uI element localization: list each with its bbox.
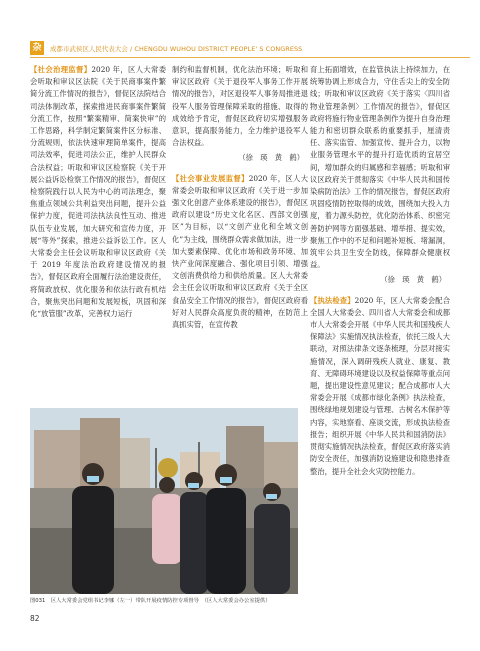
inspection-photo [30, 408, 298, 594]
header-rule [30, 57, 470, 58]
section-tag: 【执法检查】 [310, 295, 355, 305]
section-law-enforcement-inspection [310, 295, 450, 478]
byline: （徐 瑛 黄 鹤） [380, 275, 446, 285]
section-tag: 【社会治理监督】 [30, 65, 92, 74]
section-tag: 【社会事业发展监督】 [172, 173, 249, 183]
section-body: 2020 年，区人大常委会听取和审议区政府《关于进一步加强文化创意产业体系建设的报告》，督促区政府以建设“历史文化名区、西部文创强区”为目标，以“文创产业化和全域文创化”为主线，围绕群众需求做加法，进一步加大要素保障、优化市场和政务环境、加快产业间深度融合、强化项目引领、增强文创消费供给力和供给质量。区人大常委会主任会议听取和审议区政府《关于全区食品安全工作情况的报告》，督促区政府看好对人民群众高度负责的精神，在防范上真抓实管，在宣传教 [172, 173, 308, 330]
column-3 [310, 64, 450, 609]
section-social-governance [30, 64, 166, 320]
byline: （徐 瑛 黄 鹤） [238, 153, 304, 163]
photo-caption: 图031 区人大常委会党组书记李娜（左一）带队开展疫情防控专项督导 （区人大常委会办公室提供） [30, 598, 271, 604]
photo-illustration [30, 408, 298, 594]
header-title: 成都市武侯区人民代表大会 / CHENGDU WUHOU DISTRICT PEOPLE' S CONGRESS [50, 44, 303, 53]
running-header [30, 40, 470, 56]
paragraph-continued: 制约和监督机制，优化法治环境；听取和审议区政府《关于退役军人事务工作开展情况的报告》，对区退役军人事务局推进退役军人服务管理保障采取的措施、取得的成效给予肯定，督促区政府切实增强服务意识，提高服务能力，全力维护退役军人合法权益。 [172, 65, 308, 148]
column-1 [30, 64, 166, 395]
page-number: 82 [30, 614, 40, 623]
logo-icon: 杂 [30, 41, 44, 55]
section-social-development [172, 173, 308, 332]
section-body: 2020 年，区人大常委会听取和审议区法院《关于民商事案件繁简分流工作情况的报告》，督促区法院结合司法体制改革，探索推进民商事案件繁简分流工作，按照“繁案精审、简案快审”的工作思路，科学制定繁简案件区分标准、分流规则，依法快速审理简单案件，提高司法效率，促进司法公正，维护人民群众合法权益；听取和审议区检察院《关于开展公益诉讼检察工作情况的报告》，督促区检察院践行以人民为中心的司法理念，聚焦重点领域公共利益突出问题，提升公益保护力度，促进司法执法良性互动、推进队伍专业发展，加大研究和宣传力度，开展“等外”探索，推进公益诉讼工作。区人大常委会主任会议听取和审议区政府《关于 2019 年度法治政府建设情况的报告》，督促区政府全面履行法治建设责任，将简政放权、优化服务和依法行政有机结合，聚焦突出问题和发展短板，巩固和深化“放管服”改革，完善权力运行 [30, 65, 166, 319]
section-body: 2020 年，区人大常委会配合全国人大常委会、四川省人大常委会和成都市人大常委会开展《中华人民共和国残疾人保障法》实施情况执法检查，依托三级人大联动，对照法律条文逐条梳理，分层对接实施情况，深入调研残疾人就业、康复、教育、无障碍环境建设以及权益保障等重点问题，提出建设性意见建议；配合成都市人大常委会开展《成都市绿化条例》执法检查，围绕绿地规划建设与管理、古树名木保护等内容，实地察看、座谈交流，形成执法检查报告；组织开展《中华人民共和国消防法》贯彻实施情况执法检查，督促区政府落实消防安全责任，加强消防设施建设和隐患排查整治，提升全社会火灾防控能力。 [310, 295, 450, 476]
paragraph-continued: 育上拓面增效，在监管执法上持续加力，在统筹协调上形成合力，守住舌尖上的安全防线；听取和审议区政府《关于落实〈四川省物业管理条例〉工作情况的报告》，督促区政府将施行物业管理条例作为提升自身治理能力和密切群众联系的重要抓手，厘清责任、落实监管、加强宣传、提升合力，以物业服务管理水平的提升打造优质的宜居空间，增加群众的归属感和幸福感；听取和审议区政府关于贯彻落实《中华人民共和国传染病防治法》工作的情况报告，督促区政府巩固疫情防控取得的成效，围绕加大投入力度，着力源头防控，优化防治体系、织密完善防护网等方面强基础、增举措、提实效，聚焦工作中的不足和问题补短板、堵漏洞，筑牢公共卫生安全防线，保障群众健康权益。 [310, 65, 450, 270]
column-2 [172, 64, 308, 395]
